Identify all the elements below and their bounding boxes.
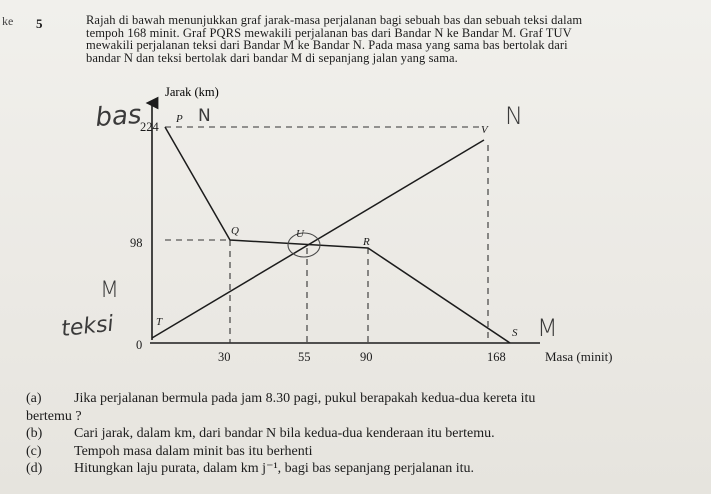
distance-time-graph <box>0 80 711 380</box>
margin-fragment: ke <box>2 14 14 28</box>
sub-question-a <box>26 390 706 408</box>
handwritten-n-point: N <box>198 106 211 126</box>
sub-question-text: Cari jarak, dalam km, dari bandar N bila kedua-dua kenderaan itu bertemu. <box>74 426 495 441</box>
sub-question-label: (a) <box>26 391 42 406</box>
x-tick-168: 168 <box>487 350 506 364</box>
handwritten-m-left: M <box>100 278 119 303</box>
intro-line: mewakili perjalanan teksi dari Bandar M ke Bandar N. Pada masa yang sama bas bertolak dari <box>86 38 568 52</box>
intro-line: bandar N dan teksi bertolak dari bandar M di sepanjang jalan yang sama. <box>86 50 458 65</box>
sub-question-text: Hitungkan laju purata, dalam km j⁻¹, bagi bas sepanjang perjalanan itu. <box>74 461 474 476</box>
sub-question-label: (c) <box>26 443 42 459</box>
x-tick-30: 30 <box>218 350 231 364</box>
x-tick-55: 55 <box>298 350 311 364</box>
y-tick-224: 224 <box>140 120 159 134</box>
sub-question-text: Tempoh masa dalam minit bas itu berhenti <box>74 443 313 459</box>
sub-question-b <box>26 425 706 443</box>
origin-label: 0 <box>136 338 143 352</box>
point-label-t: T <box>156 316 163 328</box>
sub-question-c <box>26 443 706 461</box>
handwritten-teksi: teksi <box>60 311 115 342</box>
sub-question-a-continuation: bertemu ? <box>26 408 82 424</box>
handwritten-n-top: N <box>505 102 523 130</box>
intro-line: tempoh 168 minit. Graf PQRS mewakili perjalanan bas dari Bandar N ke Bandar M. Graf TUV <box>86 25 572 40</box>
point-label-v: V <box>481 124 488 136</box>
sub-question-d <box>26 460 706 478</box>
question-intro <box>86 14 686 64</box>
y-tick-98: 98 <box>130 236 143 250</box>
point-label-q: Q <box>231 225 239 237</box>
handwritten-m-right: M <box>537 314 558 342</box>
x-tick-90: 90 <box>360 350 373 364</box>
question-number: 5 <box>36 16 43 31</box>
sub-questions <box>26 390 706 478</box>
bus-graph-pqrs <box>165 127 510 343</box>
sub-question-text: Jika perjalanan bermula pada jam 8.30 pagi, pukul berapakah kedua-dua kereta itu <box>74 391 536 406</box>
x-axis-title: Masa (minit) <box>545 349 613 364</box>
y-axis-title: Jarak (km) <box>165 85 219 99</box>
dashed-guides <box>165 127 488 343</box>
sub-question-label: (b) <box>26 426 43 441</box>
point-label-p: P <box>176 113 183 125</box>
point-label-s: S <box>512 327 518 339</box>
intro-line: Rajah di bawah menunjukkan graf jarak-masa perjalanan bagi sebuah bas dan sebuah teksi dalam <box>86 13 583 27</box>
point-label-u: U <box>296 228 304 240</box>
handwritten-bus: bas <box>94 99 143 133</box>
point-label-r: R <box>363 236 370 248</box>
sub-question-label: (d) <box>26 461 43 476</box>
